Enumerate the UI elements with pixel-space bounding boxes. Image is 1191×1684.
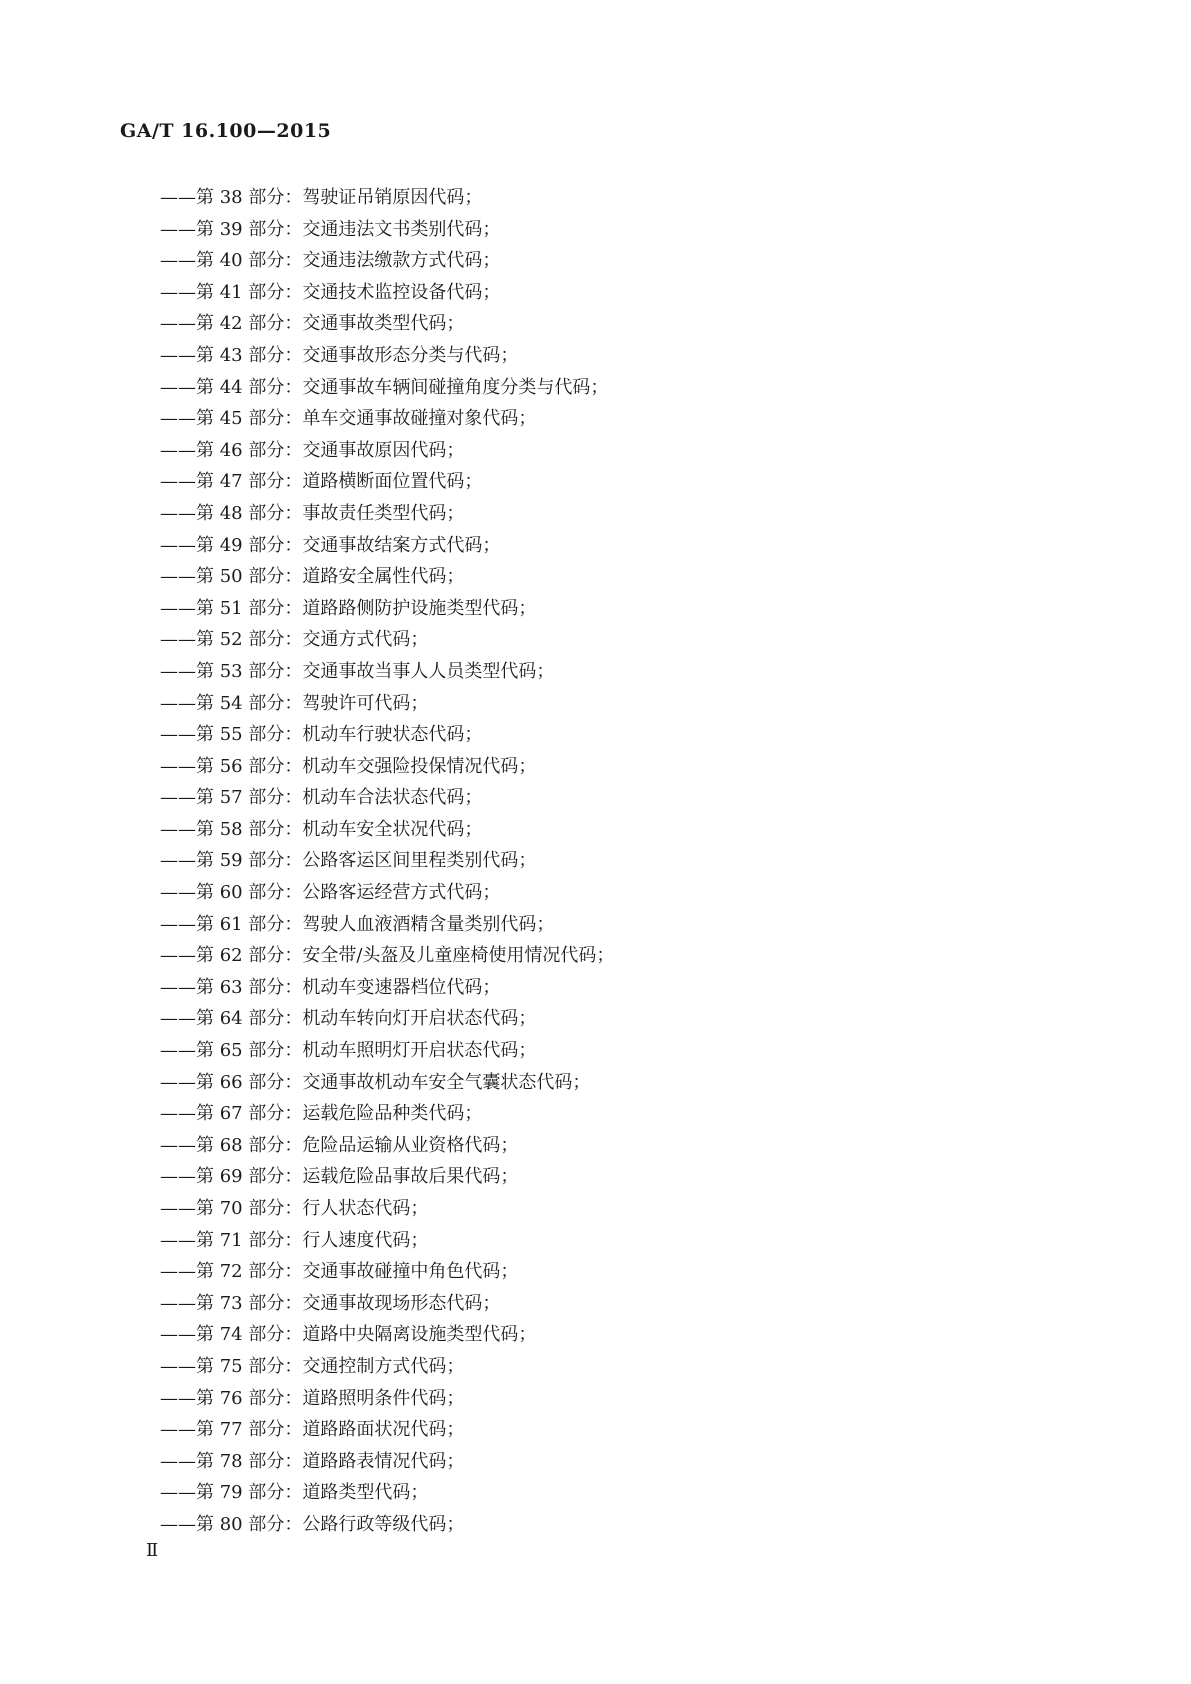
list-item: ——第 73 部分：交通事故现场形态代码； [160,1292,501,1314]
list-item: ——第 50 部分：道路安全属性代码； [160,566,465,588]
list-item: ——第 64 部分：机动车转向灯开启状态代码； [160,1008,537,1030]
list-item: ——第 59 部分：公路客运区间里程类别代码； [160,850,537,872]
list-item: ——第 80 部分：公路行政等级代码； [160,1513,465,1535]
list-item: ——第 49 部分：交通事故结案方式代码； [160,534,501,556]
list-item: ——第 76 部分：道路照明条件代码； [160,1387,465,1409]
list-item: ——第 69 部分：运载危险品事故后果代码； [160,1166,519,1188]
list-item: ——第 43 部分：交通事故形态分类与代码； [160,344,519,366]
list-item: ——第 58 部分：机动车安全状况代码； [160,818,483,840]
list-item: ——第 41 部分：交通技术监控设备代码； [160,281,501,303]
list-item: ——第 48 部分：事故责任类型代码； [160,502,465,524]
list-item: ——第 38 部分：驾驶证吊销原因代码； [160,187,483,208]
list-item: ——第 42 部分：交通事故类型代码； [160,313,465,335]
list-item: ——第 47 部分：道路横断面位置代码； [160,471,483,493]
list-item: ——第 79 部分：道路类型代码； [160,1482,429,1504]
list-item: ——第 78 部分：道路路表情况代码； [160,1450,465,1472]
list-item: ——第 55 部分：机动车行驶状态代码； [160,724,483,746]
list-item: ——第 40 部分：交通违法缴款方式代码； [160,250,501,272]
list-item: ——第 54 部分：驾驶许可代码； [160,692,429,714]
list-item: ——第 53 部分：交通事故当事人人员类型代码； [160,660,555,682]
page-number: Ⅱ [146,1540,159,1561]
list-item: ——第 61 部分：驾驶人血液酒精含量类别代码； [160,913,555,935]
list-item: ——第 77 部分：道路路面状况代码； [160,1419,465,1441]
list-item: ——第 57 部分：机动车合法状态代码； [160,787,483,809]
list-item: ——第 52 部分：交通方式代码； [160,629,429,651]
list-item: ——第 63 部分：机动车变速器档位代码； [160,976,501,998]
list-item: ——第 44 部分：交通事故车辆间碰撞角度分类与代码； [160,376,609,398]
list-item: ——第 71 部分：行人速度代码； [160,1229,429,1251]
list-item: ——第 70 部分：行人状态代码； [160,1198,429,1219]
list-item: ——第 72 部分：交通事故碰撞中角色代码； [160,1261,519,1283]
list-item: ——第 75 部分：交通控制方式代码； [160,1355,465,1377]
list-item: ——第 39 部分：交通违法文书类别代码； [160,218,501,240]
list-item: ——第 56 部分：机动车交强险投保情况代码； [160,755,537,777]
list-item: ——第 67 部分：运载危险品种类代码； [160,1103,483,1125]
standard-code-header: GA/T 16.100—2015 [120,120,332,142]
parts-list [160,182,614,1541]
list-item: ——第 68 部分：危险品运输从业资格代码； [160,1134,519,1156]
list-item: ——第 46 部分：交通事故原因代码； [160,439,465,461]
list-item: ——第 66 部分：交通事故机动车安全气囊状态代码； [160,1071,591,1093]
list-item: ——第 62 部分：安全带/头盔及儿童座椅使用情况代码； [160,945,615,967]
list-item: ——第 74 部分：道路中央隔离设施类型代码； [160,1324,537,1346]
list-item: ——第 65 部分：机动车照明灯开启状态代码； [160,1040,537,1062]
list-item: ——第 51 部分：道路路侧防护设施类型代码； [160,597,537,619]
list-item: ——第 45 部分：单车交通事故碰撞对象代码； [160,408,537,430]
list-item: ——第 60 部分：公路客运经营方式代码； [160,882,501,904]
